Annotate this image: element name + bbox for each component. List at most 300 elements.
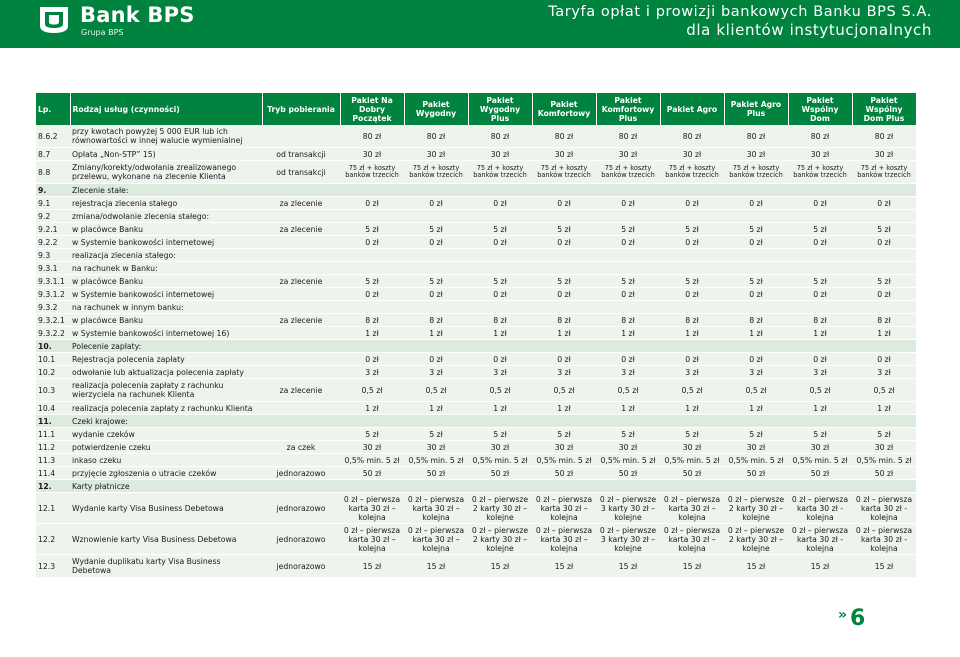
- cell-lp: 8.7: [36, 148, 70, 161]
- cell-fee: 0 zł – pierwsza karta 30 zł - kolejna: [852, 524, 916, 555]
- cell-fee: 15 zł: [532, 555, 596, 578]
- cell-fee: 1 zł: [660, 327, 724, 340]
- cell-fee: 8 zł: [724, 314, 788, 327]
- cell-service: Wydanie duplikatu karty Visa Business Debetowa: [70, 555, 262, 578]
- table-row: [36, 402, 916, 415]
- cell-fee: 5 zł: [468, 275, 532, 288]
- cell-fee: 8 zł: [788, 314, 852, 327]
- cell-fee: 0 zł: [404, 236, 468, 249]
- cell-fee: 0 zł – pierwsze 2 karty 30 zł – kolejne: [724, 493, 788, 524]
- cell-fee: 80 zł: [468, 125, 532, 148]
- cell-lp: 12.3: [36, 555, 70, 578]
- cell-fee: 75 zł + koszty banków trzecich: [852, 161, 916, 184]
- cell-lp: 9.3.2.1: [36, 314, 70, 327]
- cell-fee: 0 zł: [468, 353, 532, 366]
- cell-fee: 8 zł: [660, 314, 724, 327]
- col-header-pakiet-wygodny: Pakiet Wygodny: [404, 93, 468, 125]
- cell-fee: 5 zł: [532, 223, 596, 236]
- cell-fee: 3 zł: [596, 366, 660, 379]
- cell-mode: jednorazowo: [262, 493, 340, 524]
- cell-lp: 9.2.2: [36, 236, 70, 249]
- table-row: [36, 379, 916, 402]
- cell-fee: 3 zł: [724, 366, 788, 379]
- cell-fee: 30 zł: [596, 148, 660, 161]
- cell-fee: 5 zł: [852, 275, 916, 288]
- cell-fee: 1 zł: [404, 402, 468, 415]
- table-row: [36, 441, 916, 454]
- cell-fee: 75 zł + koszty banków trzecich: [404, 161, 468, 184]
- cell-fee: 0 zł: [404, 197, 468, 210]
- cell-fee: 30 zł: [660, 441, 724, 454]
- cell-fee: 50 zł: [340, 467, 404, 480]
- col-header-pakiet-komfortowy: Pakiet Komfortowy: [532, 93, 596, 125]
- cell-fee: 5 zł: [404, 428, 468, 441]
- col-header-pakiet-komfortowy-plus: Pakiet Komfortowy Plus: [596, 93, 660, 125]
- table-row: [36, 493, 916, 524]
- cell-fee: 30 zł: [404, 441, 468, 454]
- cell-service: inkaso czeku: [70, 454, 262, 467]
- cell-service: w placówce Banku: [70, 275, 262, 288]
- cell-fee: 5 zł: [468, 428, 532, 441]
- col-header-lp: Lp.: [36, 93, 70, 125]
- cell-fee: 0 zł – pierwsze 3 karty 30 zł – kolejne: [596, 524, 660, 555]
- table-row: [36, 301, 916, 314]
- cell-fee: 5 zł: [404, 275, 468, 288]
- cell-lp: 10.4: [36, 402, 70, 415]
- cell-lp: 12.: [36, 480, 70, 493]
- cell-fee: 0 zł – pierwsza karta 30 zł – kolejna: [340, 493, 404, 524]
- cell-lp: 9.2: [36, 210, 70, 223]
- cell-fee: 0 zł – pierwsza karta 30 zł - kolejna: [788, 493, 852, 524]
- cell-lp: 9.3.1.2: [36, 288, 70, 301]
- cell-fee: 30 zł: [468, 148, 532, 161]
- cell-fee: 30 zł: [724, 148, 788, 161]
- cell-fee: 0 zł: [596, 236, 660, 249]
- cell-fee: 50 zł: [788, 467, 852, 480]
- cell-mode: za zlecenie: [262, 223, 340, 236]
- cell-lp: 9.: [36, 184, 70, 197]
- cell-fee: 0,5% min. 5 zł: [340, 454, 404, 467]
- table-row: [36, 480, 916, 493]
- cell-fee: 30 zł: [532, 148, 596, 161]
- cell-fee: 5 zł: [596, 428, 660, 441]
- col-header-pakiet-wspolny-dom-plus: Pakiet Wspólny Dom Plus: [852, 93, 916, 125]
- cell-fee: 0,5 zł: [532, 379, 596, 402]
- cell-fee: 50 zł: [404, 467, 468, 480]
- table-row: [36, 236, 916, 249]
- table-row: [36, 148, 916, 161]
- cell-service: Wydanie karty Visa Business Debetowa: [70, 493, 262, 524]
- cell-mode: od transakcji: [262, 161, 340, 184]
- cell-fee: 5 zł: [788, 223, 852, 236]
- cell-fee: 30 zł: [404, 148, 468, 161]
- cell-fee: 1 zł: [852, 327, 916, 340]
- cell-fee: 0,5% min. 5 zł: [852, 454, 916, 467]
- cell-fee: 75 zł + koszty banków trzecich: [468, 161, 532, 184]
- table-row: [36, 197, 916, 210]
- cell-fee: 0 zł – pierwsze 2 karty 30 zł – kolejne: [468, 493, 532, 524]
- cell-fee: 0 zł – pierwsza karta 30 zł – kolejna: [532, 524, 596, 555]
- cell-service: przyjęcie zgłoszenia o utracie czeków: [70, 467, 262, 480]
- cell-fee: 0 zł: [724, 353, 788, 366]
- cell-mode: [262, 236, 340, 249]
- cell-mode: jednorazowo: [262, 524, 340, 555]
- cell-fee: 0 zł – pierwsza karta 30 zł - kolejna: [852, 493, 916, 524]
- cell-fee: 3 zł: [340, 366, 404, 379]
- col-header-pakiet-wygodny-plus: Pakiet Wygodny Plus: [468, 93, 532, 125]
- table-row: [36, 428, 916, 441]
- table-header-row: [36, 93, 916, 125]
- cell-lp: 9.3.2: [36, 301, 70, 314]
- cell-service: w placówce Banku: [70, 223, 262, 236]
- table-row: [36, 415, 916, 428]
- brand-name: Bank BPS: [80, 3, 195, 27]
- cell-fee: 0 zł: [724, 288, 788, 301]
- cell-service: Opłata „Non-STP” 15): [70, 148, 262, 161]
- cell-service: na rachunek w innym banku:: [70, 301, 916, 314]
- cell-fee: 15 zł: [596, 555, 660, 578]
- table-row: [36, 184, 916, 197]
- cell-fee: 30 zł: [660, 148, 724, 161]
- cell-fee: 0 zł – pierwsza karta 30 zł – kolejna: [404, 524, 468, 555]
- cell-mode: za zlecenie: [262, 314, 340, 327]
- page-number-value: 6: [850, 606, 866, 631]
- cell-mode: za zlecenie: [262, 197, 340, 210]
- brand-subtitle: Grupa BPS: [81, 28, 124, 37]
- cell-fee: 5 zł: [532, 275, 596, 288]
- cell-lp: 11.1: [36, 428, 70, 441]
- cell-fee: 1 zł: [788, 327, 852, 340]
- cell-fee: 0 zł: [468, 197, 532, 210]
- cell-fee: 0,5 zł: [788, 379, 852, 402]
- cell-fee: 5 zł: [724, 428, 788, 441]
- cell-fee: 0 zł: [724, 236, 788, 249]
- cell-fee: 1 zł: [724, 327, 788, 340]
- cell-mode: jednorazowo: [262, 555, 340, 578]
- cell-service: Karty płatnicze: [70, 480, 916, 493]
- document-title-line-1: Taryfa opłat i prowizji bankowych Banku BPS S.A.: [548, 4, 932, 20]
- cell-lp: 12.1: [36, 493, 70, 524]
- table-row: [36, 555, 916, 578]
- cell-fee: 0 zł – pierwsze 2 karty 30 zł – kolejne: [724, 524, 788, 555]
- cell-service: Rejestracja polecenia zapłaty: [70, 353, 262, 366]
- cell-fee: 80 zł: [532, 125, 596, 148]
- cell-fee: 30 zł: [852, 441, 916, 454]
- cell-fee: 15 zł: [404, 555, 468, 578]
- cell-fee: 30 zł: [788, 441, 852, 454]
- cell-fee: 75 zł + koszty banków trzecich: [724, 161, 788, 184]
- cell-fee: 80 zł: [852, 125, 916, 148]
- cell-service: Zlecenie stałe:: [70, 184, 916, 197]
- table-row: [36, 454, 916, 467]
- cell-fee: 75 zł + koszty banków trzecich: [532, 161, 596, 184]
- cell-fee: 50 zł: [532, 467, 596, 480]
- cell-lp: 11.4: [36, 467, 70, 480]
- cell-fee: 5 zł: [340, 223, 404, 236]
- cell-fee: 15 zł: [724, 555, 788, 578]
- cell-fee: 3 zł: [852, 366, 916, 379]
- cell-fee: 50 zł: [596, 467, 660, 480]
- cell-fee: 1 zł: [340, 402, 404, 415]
- table-row: [36, 223, 916, 236]
- cell-fee: 75 zł + koszty banków trzecich: [660, 161, 724, 184]
- cell-fee: 80 zł: [404, 125, 468, 148]
- cell-fee: 30 zł: [468, 441, 532, 454]
- cell-fee: 80 zł: [596, 125, 660, 148]
- cell-fee: 15 zł: [340, 555, 404, 578]
- cell-mode: [262, 428, 340, 441]
- col-header-mode: Tryb pobierania: [262, 93, 340, 125]
- cell-fee: 0,5% min. 5 zł: [468, 454, 532, 467]
- cell-fee: 0,5 zł: [404, 379, 468, 402]
- cell-fee: 0 zł – pierwsza karta 30 zł – kolejna: [660, 524, 724, 555]
- cell-fee: 8 zł: [852, 314, 916, 327]
- cell-fee: 30 zł: [852, 148, 916, 161]
- cell-service: Wznowienie karty Visa Business Debetowa: [70, 524, 262, 555]
- cell-fee: 5 zł: [788, 428, 852, 441]
- cell-fee: 15 zł: [660, 555, 724, 578]
- cell-fee: 0,5% min. 5 zł: [724, 454, 788, 467]
- cell-service: w Systemie bankowości internetowej: [70, 236, 262, 249]
- cell-fee: 0 zł: [596, 197, 660, 210]
- cell-fee: 1 zł: [788, 402, 852, 415]
- cell-service: w placówce Banku: [70, 314, 262, 327]
- document-title-line-2: dla klientów instytucjonalnych: [686, 21, 932, 39]
- cell-mode: [262, 454, 340, 467]
- cell-fee: 0,5% min. 5 zł: [404, 454, 468, 467]
- cell-fee: 75 zł + koszty banków trzecich: [596, 161, 660, 184]
- cell-service: Czeki krajowe:: [70, 415, 916, 428]
- cell-service: w Systemie bankowości internetowej 16): [70, 327, 262, 340]
- table-row: [36, 249, 916, 262]
- table-row: [36, 288, 916, 301]
- cell-fee: 0 zł: [532, 197, 596, 210]
- cell-fee: 1 zł: [404, 327, 468, 340]
- cell-fee: 1 zł: [468, 327, 532, 340]
- bank-bps-logo-icon: [36, 4, 72, 34]
- cell-lp: 8.8: [36, 161, 70, 184]
- page-number: [838, 606, 865, 631]
- cell-lp: 11.2: [36, 441, 70, 454]
- cell-fee: 0 zł – pierwsza karta 30 zł – kolejna: [660, 493, 724, 524]
- table-row: [36, 366, 916, 379]
- cell-fee: 5 zł: [660, 428, 724, 441]
- cell-mode: za zlecenie: [262, 275, 340, 288]
- cell-fee: 8 zł: [596, 314, 660, 327]
- cell-fee: 0 zł: [468, 288, 532, 301]
- cell-fee: 75 zł + koszty banków trzecich: [340, 161, 404, 184]
- cell-mode: [262, 288, 340, 301]
- cell-service: Zmiany/korekty/odwołania zrealizowanego przelewu, wykonane na zlecenie Klienta: [70, 161, 262, 184]
- cell-fee: 0,5% min. 5 zł: [788, 454, 852, 467]
- cell-lp: 9.3.1: [36, 262, 70, 275]
- cell-fee: 0 zł: [660, 197, 724, 210]
- cell-fee: 5 zł: [596, 223, 660, 236]
- cell-fee: 0,5% min. 5 zł: [596, 454, 660, 467]
- cell-fee: 50 zł: [660, 467, 724, 480]
- cell-service: realizacja zlecenia stałego:: [70, 249, 916, 262]
- cell-fee: 3 zł: [468, 366, 532, 379]
- fees-table: [36, 93, 917, 578]
- table-row: [36, 327, 916, 340]
- cell-fee: 0 zł: [724, 197, 788, 210]
- cell-service: Polecenie zapłaty:: [70, 340, 916, 353]
- cell-mode: jednorazowo: [262, 467, 340, 480]
- cell-fee: 0 zł: [532, 288, 596, 301]
- cell-fee: 5 zł: [596, 275, 660, 288]
- cell-service: realizacja polecenia zapłaty z rachunku Klienta: [70, 402, 262, 415]
- cell-fee: 0 zł: [532, 353, 596, 366]
- cell-service: na rachunek w Banku:: [70, 262, 916, 275]
- cell-fee: 0 zł: [788, 288, 852, 301]
- cell-service: rejestracja zlecenia stałego: [70, 197, 262, 210]
- cell-fee: 0 zł: [340, 236, 404, 249]
- table-row: [36, 524, 916, 555]
- cell-fee: 1 zł: [468, 402, 532, 415]
- cell-lp: 10.: [36, 340, 70, 353]
- table-row: [36, 210, 916, 223]
- cell-lp: 10.1: [36, 353, 70, 366]
- cell-mode: [262, 402, 340, 415]
- cell-fee: 0,5 zł: [468, 379, 532, 402]
- cell-fee: 1 zł: [340, 327, 404, 340]
- cell-fee: 0 zł – pierwsza karta 30 zł - kolejna: [788, 524, 852, 555]
- cell-fee: 8 zł: [532, 314, 596, 327]
- cell-fee: 5 zł: [532, 428, 596, 441]
- col-header-pakiet-agro: Pakiet Agro: [660, 93, 724, 125]
- cell-fee: 0 zł: [852, 236, 916, 249]
- cell-fee: 1 zł: [532, 402, 596, 415]
- cell-mode: [262, 327, 340, 340]
- cell-fee: 0 zł: [660, 236, 724, 249]
- cell-lp: 10.2: [36, 366, 70, 379]
- cell-fee: 0 zł: [660, 288, 724, 301]
- cell-fee: 80 zł: [724, 125, 788, 148]
- cell-fee: 5 zł: [340, 428, 404, 441]
- cell-fee: 0 zł – pierwsze 3 karty 30 zł – kolejne: [596, 493, 660, 524]
- cell-fee: 0 zł: [788, 197, 852, 210]
- cell-fee: 30 zł: [532, 441, 596, 454]
- cell-fee: 1 zł: [596, 327, 660, 340]
- cell-fee: 80 zł: [788, 125, 852, 148]
- cell-fee: 50 zł: [852, 467, 916, 480]
- col-header-pakiet-na-dobry-poczatek: Pakiet Na Dobry Początek: [340, 93, 404, 125]
- cell-fee: 8 zł: [468, 314, 532, 327]
- cell-fee: 0 zł: [340, 197, 404, 210]
- cell-fee: 1 zł: [596, 402, 660, 415]
- cell-mode: od transakcji: [262, 148, 340, 161]
- cell-lp: 9.3.1.1: [36, 275, 70, 288]
- table-row: [36, 125, 916, 148]
- cell-fee: 8 zł: [404, 314, 468, 327]
- cell-fee: 50 zł: [724, 467, 788, 480]
- cell-fee: 30 zł: [596, 441, 660, 454]
- cell-lp: 12.2: [36, 524, 70, 555]
- cell-fee: 3 zł: [660, 366, 724, 379]
- cell-fee: 0,5 zł: [340, 379, 404, 402]
- cell-fee: 0,5 zł: [852, 379, 916, 402]
- cell-lp: 11.: [36, 415, 70, 428]
- cell-fee: 5 zł: [852, 428, 916, 441]
- table-body: [36, 125, 916, 578]
- cell-fee: 5 zł: [404, 223, 468, 236]
- cell-fee: 75 zł + koszty banków trzecich: [788, 161, 852, 184]
- cell-fee: 1 zł: [660, 402, 724, 415]
- cell-fee: 0 zł – pierwsze 2 karty 30 zł – kolejne: [468, 524, 532, 555]
- cell-mode: [262, 366, 340, 379]
- cell-fee: 0,5 zł: [724, 379, 788, 402]
- cell-mode: za zlecenie: [262, 379, 340, 402]
- cell-lp: 10.3: [36, 379, 70, 402]
- cell-fee: 0 zł: [340, 353, 404, 366]
- cell-fee: 0 zł: [852, 197, 916, 210]
- cell-fee: 3 zł: [404, 366, 468, 379]
- cell-fee: 3 zł: [532, 366, 596, 379]
- col-header-pakiet-agro-plus: Pakiet Agro Plus: [724, 93, 788, 125]
- cell-fee: 0 zł: [788, 353, 852, 366]
- cell-fee: 5 zł: [468, 223, 532, 236]
- cell-fee: 8 zł: [340, 314, 404, 327]
- cell-fee: 5 zł: [660, 223, 724, 236]
- cell-fee: 1 zł: [724, 402, 788, 415]
- table-row: [36, 340, 916, 353]
- cell-fee: 15 zł: [788, 555, 852, 578]
- cell-mode: [262, 353, 340, 366]
- cell-fee: 5 zł: [724, 223, 788, 236]
- cell-fee: 30 zł: [340, 148, 404, 161]
- cell-fee: 0 zł – pierwsza karta 30 zł – kolejna: [404, 493, 468, 524]
- table-row: [36, 262, 916, 275]
- cell-fee: 0 zł: [788, 236, 852, 249]
- cell-fee: 0 zł – pierwsza karta 30 zł – kolejna: [532, 493, 596, 524]
- cell-lp: 9.2.1: [36, 223, 70, 236]
- cell-fee: 5 zł: [660, 275, 724, 288]
- cell-lp: 8.6.2: [36, 125, 70, 148]
- cell-fee: 0 zł: [340, 288, 404, 301]
- cell-fee: 80 zł: [340, 125, 404, 148]
- cell-fee: 1 zł: [852, 402, 916, 415]
- cell-fee: 30 zł: [340, 441, 404, 454]
- table-row: [36, 314, 916, 327]
- cell-mode: [262, 125, 340, 148]
- cell-fee: 0 zł: [404, 288, 468, 301]
- cell-lp: 9.1: [36, 197, 70, 210]
- cell-lp: 9.3: [36, 249, 70, 262]
- cell-service: potwierdzenie czeku: [70, 441, 262, 454]
- cell-fee: 0,5% min. 5 zł: [532, 454, 596, 467]
- cell-fee: 5 zł: [852, 223, 916, 236]
- cell-fee: 1 zł: [532, 327, 596, 340]
- col-header-service: Rodzaj usług (czynności): [70, 93, 262, 125]
- cell-fee: 5 zł: [340, 275, 404, 288]
- cell-fee: 0 zł: [852, 353, 916, 366]
- cell-fee: 0 zł: [660, 353, 724, 366]
- page-marker-icon: »: [838, 607, 848, 623]
- cell-fee: 5 zł: [724, 275, 788, 288]
- cell-fee: 3 zł: [788, 366, 852, 379]
- cell-fee: 15 zł: [852, 555, 916, 578]
- col-header-pakiet-wspolny-dom: Pakiet Wspólny Dom: [788, 93, 852, 125]
- table-row: [36, 467, 916, 480]
- cell-fee: 0,5 zł: [596, 379, 660, 402]
- cell-fee: 30 zł: [724, 441, 788, 454]
- cell-fee: 30 zł: [788, 148, 852, 161]
- cell-fee: 80 zł: [660, 125, 724, 148]
- header-bar: [0, 0, 960, 48]
- table-row: [36, 353, 916, 366]
- cell-service: odwołanie lub aktualizacja polecenia zapłaty: [70, 366, 262, 379]
- cell-service: wydanie czeków: [70, 428, 262, 441]
